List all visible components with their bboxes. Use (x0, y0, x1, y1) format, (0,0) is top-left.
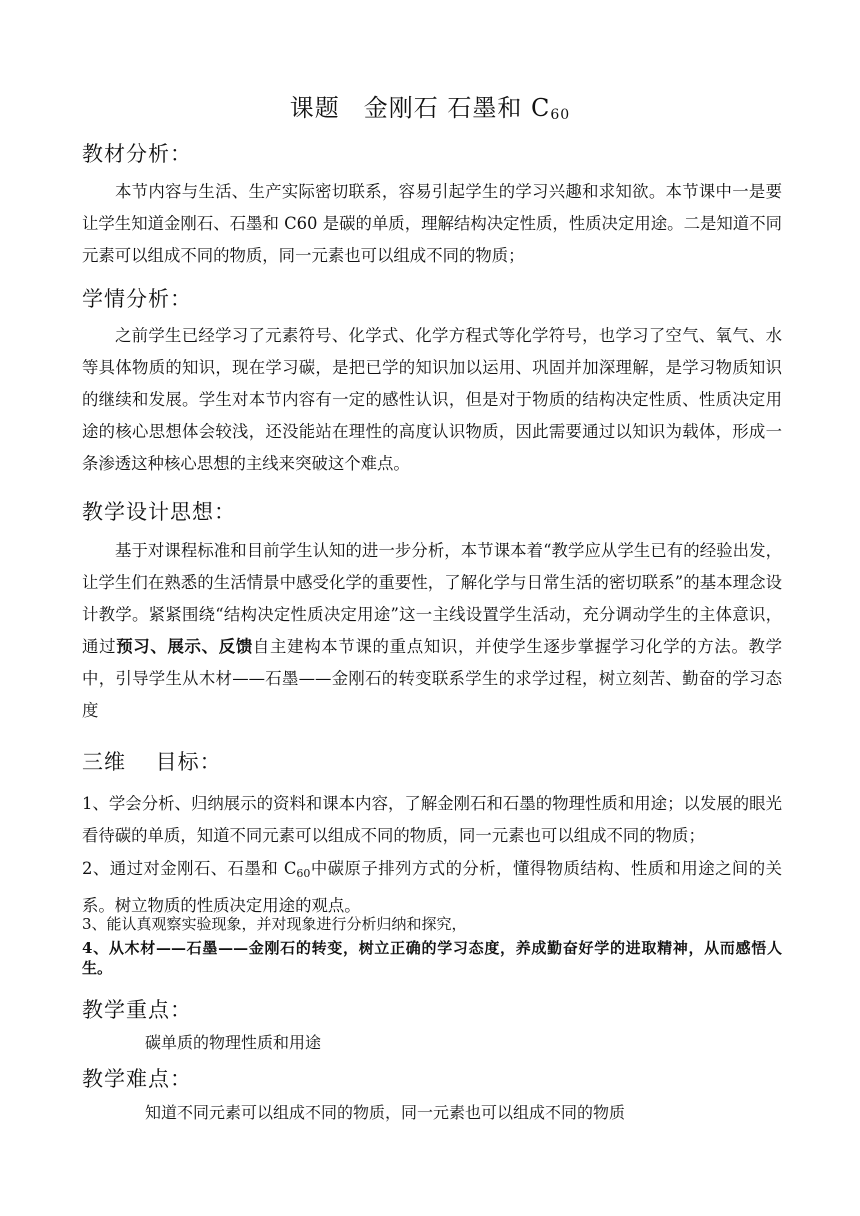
paragraph-key: 碳单质的物理性质和用途 (145, 1033, 322, 1052)
paragraph-difficulty: 知道不同元素可以组成不同的物质，同一元素也可以组成不同的物质 (145, 1103, 626, 1122)
page-title (0, 88, 860, 123)
goal-item-1: 1、学会分析、归纳展示的资料和课本内容，了解金刚石和石墨的物理性质和用途；以发展的眼光看待碳的单质，知道不同元素可以组成不同的物质，同一元素也可以组成不同的物质； (82, 794, 782, 845)
heading-difficulty: 教学难点： (82, 1067, 192, 1091)
goal-2-text-b: 中碳原子排列方式的分析，懂得物质结构、性质和用途之间的关系。树立物质的性质决定用途的观点。 (82, 859, 782, 915)
goal-item-4: 4、从木材——石墨——金刚石的转变，树立正确的学习态度，养成勤奋好学的进取精神，从而感悟人生。 (82, 939, 782, 977)
design-text-bold: 预习、展示、反馈 (116, 637, 253, 656)
heading-key: 教学重点： (82, 998, 192, 1022)
title-label: 课题 (289, 94, 340, 122)
paragraph-learners: 之前学生已经学习了元素符号、化学式、化学方程式等化学符号，也学习了空气、氧气、水等具体物质的知识，现在学习碳，是把已学的知识加以运用、巩固并加深理解，是学习物质知识的继续和发展。学生对本节内容有一定的感性认识，但是对于物质的结构决定性质、性质决定用途的核心思想体会较浅，还没能站在理性的高度认识物质，因此需要通过以知识为载体，形成一条渗透这种核心思想的主线来突破这个难点。 (82, 326, 782, 473)
goal-item-3: 3、能认真观察实验现象，并对现象进行分析归纳和探究， (82, 915, 467, 933)
goal-2-subscript: 60 (296, 867, 311, 880)
heading-analysis: 教材分析： (82, 142, 192, 166)
title-topic: 金刚石 石墨和 C (363, 94, 551, 122)
goal-item-2 (82, 853, 782, 922)
heading-learners: 学情分析： (82, 287, 192, 311)
paragraph-design (82, 535, 782, 727)
design-text-a: 基于对课程标准和目前学生认知的进一步分析，本节课本着“教学应从学生已有的经验出发，让学生们在熟悉的生活情景中感受化学的重要性，了解化学与日常生活的密切联系”的基本理念设计教学。紧紧围绕“结构决定性质决定用途”这一主线设置学生活动，充分调动学生的主体意识，通过 (82, 541, 782, 656)
paragraph-analysis: 本节内容与生活、生产实际密切联系，容易引起学生的学习兴趣和求知欲。本节课中一是要让学生知道金刚石、石墨和 C60 是碳的单质，理解结构决定性质，性质决定用途。二是知道不同元素可以组成不同的物质，同一元素也可以组成不同的物质； (82, 182, 782, 265)
design-text-b: 自主建构本节课的重点知识，并使学生逐步掌握学习化学的方法。教学中，引导学生从木材——石墨——金刚石的转变联系学生的求学过程，树立刻苦、勤奋的学习态度 (82, 637, 783, 720)
goal-2-text-a: 2、通过对金刚石、石墨和 C (82, 859, 297, 878)
heading-design: 教学设计思想： (82, 500, 236, 524)
heading-goals: 三维 目标： (82, 750, 222, 774)
title-subscript: 60 (550, 107, 571, 123)
